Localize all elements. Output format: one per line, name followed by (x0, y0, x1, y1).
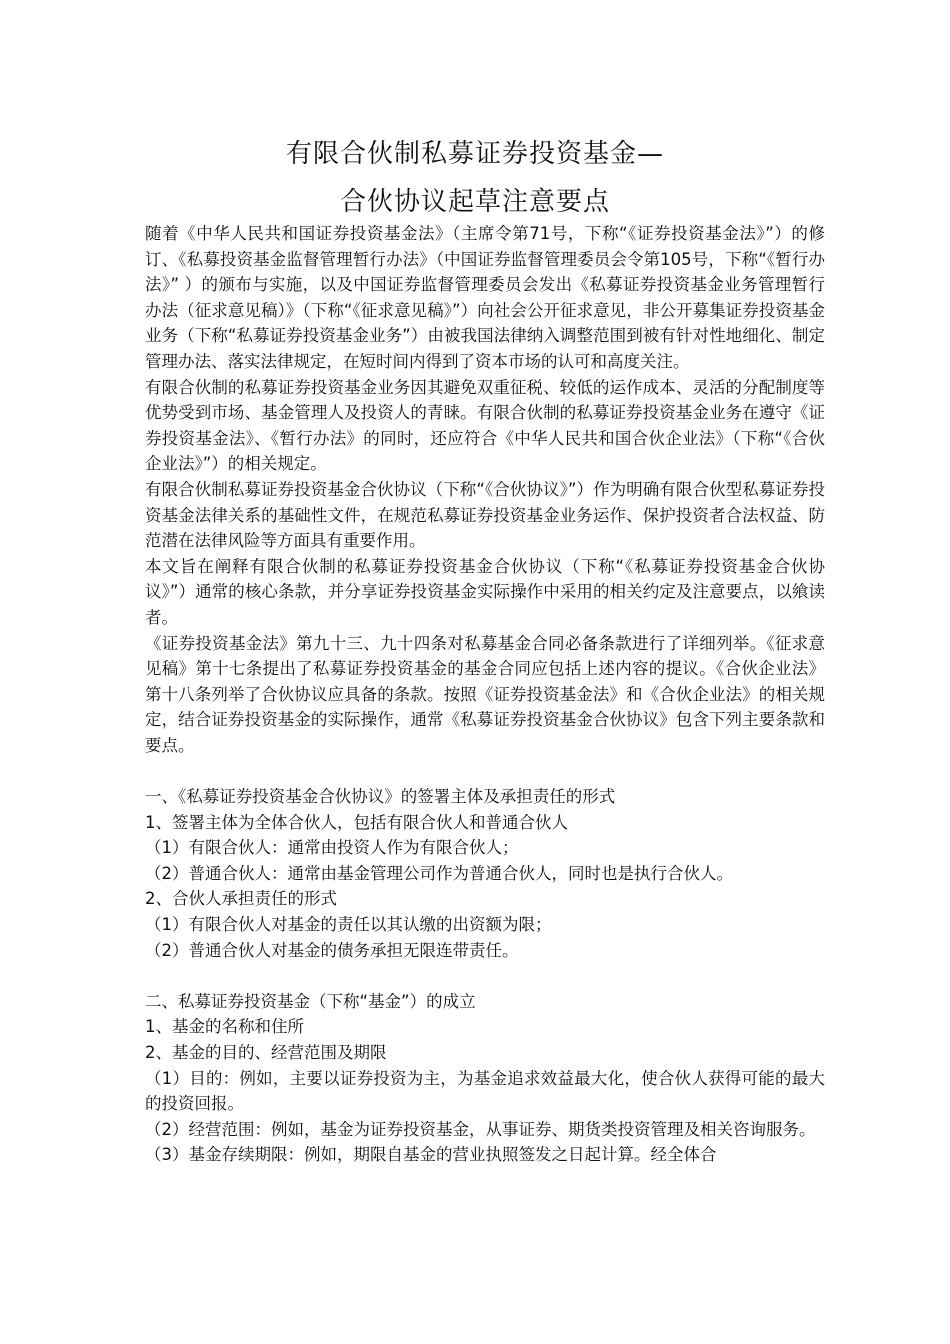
paragraph-advantages: 有限合伙制的私募证券投资基金业务因其避免双重征税、较低的运作成本、灵活的分配制度等优势受到市场、基金管理人及投资人的青睐。有限合伙制的私募证券投资基金业务在遵守《证券投资基金法》、《暂行办法》的同时，还应符合《中华人民共和国合伙企业法》（下称“《合伙企业法》”）的相关规定。 (145, 377, 825, 474)
document-title-line-1: 有限合伙制私募证券投资基金— (285, 139, 664, 169)
section-heading-1: 一、《私募证券投资基金合伙协议》的签署主体及承担责任的形式 (145, 787, 616, 807)
document-title-line-2: 合伙协议起草注意要点 (339, 187, 610, 217)
paragraph-purpose: 本文旨在阐释有限合伙制的私募证券投资基金合伙协议（下称“《私募证券投资基金合伙协议》”）通常的核心条款，并分享证券投资基金实际操作中采用的相关约定及注意要点，以飨读者。 (145, 556, 825, 627)
subsection-heading: 2、合伙人承担责任的形式 (145, 889, 337, 909)
paragraph-legal-basis: 《证券投资基金法》第九十三、九十四条对私募基金合同必备条款进行了详细列举。《征求意见稿》第十七条提出了私募证券投资基金的基金合同应包括上述内容的提议。《合伙企业法》第十八条列举了合伙协议应具备的条款。按照《证券投资基金法》和《合伙企业法》的相关规定，结合证券投资基金的实际操作，通常《私募证券投资基金合伙协议》包含下列主要条款和要点。 (145, 633, 825, 755)
list-item: （2）普通合伙人：通常由基金管理公司作为普通合伙人，同时也是执行合伙人。 (145, 863, 733, 883)
subsection-heading: 2、基金的目的、经营范围及期限 (145, 1043, 387, 1062)
blank-line (145, 963, 825, 989)
subsection-heading: 1、签署主体为全体合伙人，包括有限合伙人和普通合伙人 (145, 812, 568, 832)
list-item: （1）有限合伙人对基金的责任以其认缴的出资额为限； (145, 915, 552, 935)
document-body (145, 221, 825, 1168)
subsection-heading: 1、基金的名称和住所 (145, 1017, 304, 1037)
list-item: （1）有限合伙人：通常由投资人作为有限合伙人； (145, 838, 519, 858)
section-heading-2: 二、私募证券投资基金（下称“基金”）的成立 (145, 991, 476, 1011)
list-item: （2）经营范围：例如，基金为证券投资基金，从事证券、期货类投资管理及相关咨询服务。 (145, 1119, 816, 1139)
blank-line (145, 758, 825, 784)
list-item: （3）基金存续期限：例如，期限自基金的营业执照签发之日起计算。经全体合 (145, 1145, 717, 1165)
paragraph-intro: 随着《中华人民共和国证券投资基金法》（主席令第71号，下称“《证券投资基金法》”）的修订、《私募投资基金监督管理暂行办法》（中国证券监督管理委员会令第105号，下称“《暂行办法》” ）的颁布与实施，以及中国证券监督管理委员会发出《私募证券投资基金业务管理暂行办法（征求意见稿）》（下称“《征求意见稿》”）向社会公开征求意见，非公开募集证券投资基金业务（下称“私募证券投资基金业务”）由被我国法律纳入调整范围到被有针对性地细化、制定管理办法、落实法律规定，在短时间内得到了资本市场的认可和高度关注。 (145, 224, 825, 371)
list-item: （1）目的：例如，主要以证券投资为主，为基金追求效益最大化，使合伙人获得可能的最大的投资回报。 (145, 1068, 825, 1114)
list-item: （2）普通合伙人对基金的债务承担无限连带责任。 (145, 940, 519, 960)
paragraph-agreement-role: 有限合伙制私募证券投资基金合伙协议（下称“《合伙协议》”）作为明确有限合伙型私募证券投资基金法律关系的基础性文件，在规范私募证券投资基金业务运作、保护投资者合法权益、防范潜在法律风险等方面具有重要作用。 (145, 479, 825, 551)
